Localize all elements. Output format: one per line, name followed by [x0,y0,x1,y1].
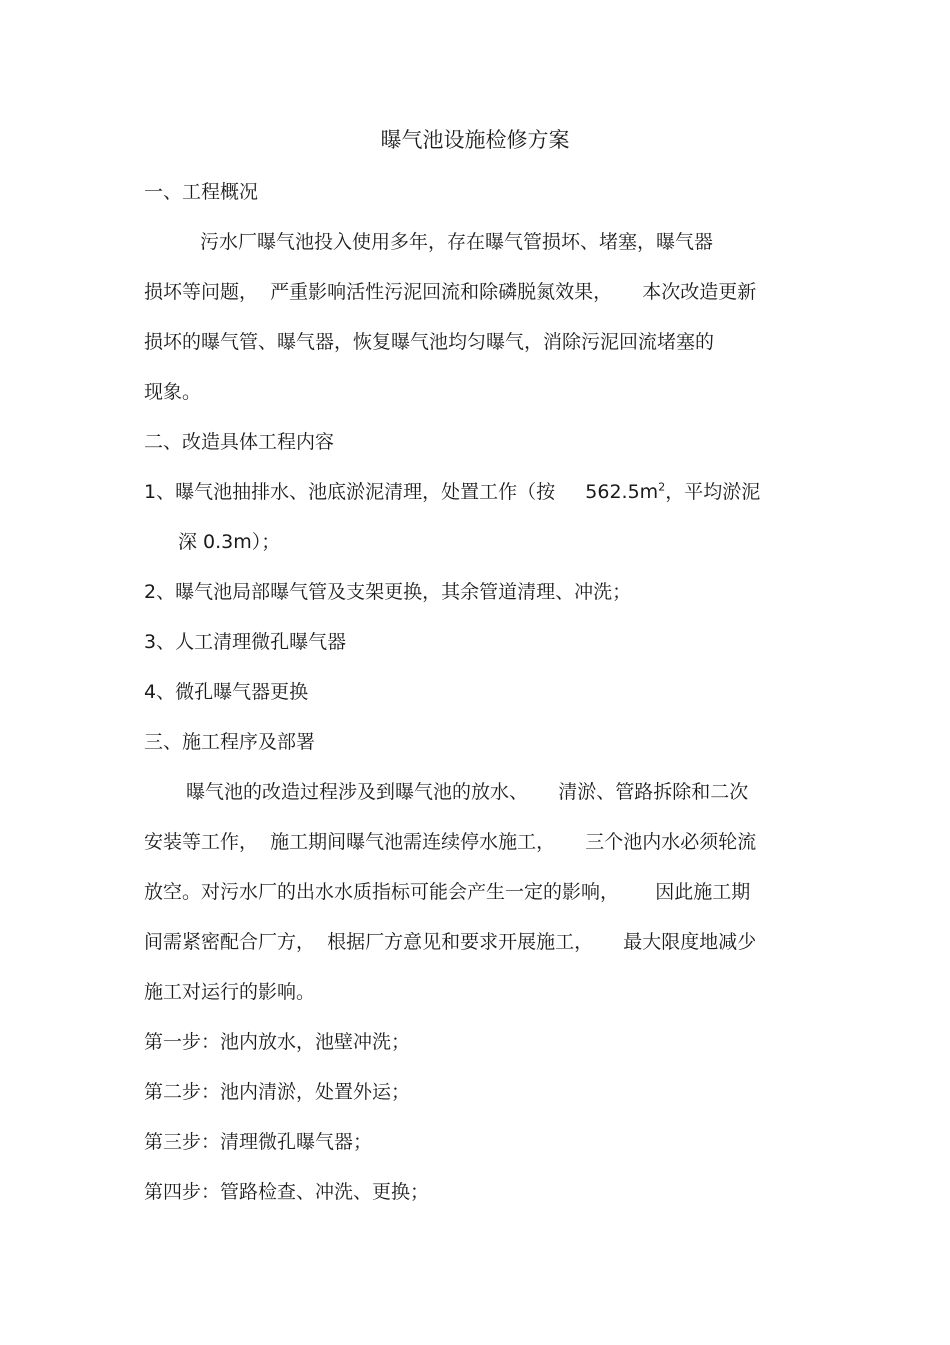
step-3: 第三步：清理微孔曝气器； [144,1131,373,1153]
section-2-item-2: 2、曝气池局部曝气管及支架更换，其余管道清理、冲洗； [144,581,632,603]
item-1-text-a: 1、曝气池抽排水、池底淤泥清理，处置工作（按 562.5m [144,481,659,503]
section-1-paragraph-line-3: 损坏的曝气管、曝气器，恢复曝气池均匀曝气，消除污泥回流堵塞的 [144,331,715,353]
section-2-item-1-line-1 [144,480,760,504]
section-1-heading: 一、工程概况 [144,181,259,203]
section-1-paragraph-line-1: 污水厂曝气池投入使用多年，存在曝气管损坏、堵塞，曝气器 [200,231,714,253]
section-1-paragraph-line-4: 现象。 [144,381,202,403]
section-2-item-1-line-2: 深 0.3m）； [178,531,281,553]
section-3-heading: 三、施工程序及部署 [144,731,316,753]
section-3-paragraph-line-3: 放空。对污水厂的出水水质指标可能会产生一定的影响， 因此施工期 [144,881,751,903]
section-3-paragraph-line-2: 安装等工作， 施工期间曝气池需连续停水施工， 三个池内水必须轮流 [144,831,757,853]
step-1: 第一步：池内放水，池壁冲洗； [144,1031,411,1053]
item-1-text-b: ，平均淤泥 [665,481,761,503]
section-2-heading: 二、改造具体工程内容 [144,431,335,453]
section-3-paragraph-line-1: 曝气池的改造过程涉及到曝气池的放水、 清淤、管路拆除和二次 [186,781,749,803]
step-2: 第二步：池内清淤，处置外运； [144,1081,411,1103]
document-title: 曝气池设施检修方案 [380,128,570,152]
section-1-paragraph-line-2: 损坏等问题， 严重影响活性污泥回流和除磷脱氮效果， 本次改造更新 [144,281,757,303]
section-2-item-3: 3、人工清理微孔曝气器 [144,631,347,653]
area-unit-superscript: 2 [658,480,666,494]
section-3-paragraph-line-5: 施工对运行的影响。 [144,981,316,1003]
section-3-paragraph-line-4: 间需紧密配合厂方， 根据厂方意见和要求开展施工， 最大限度地减少 [144,931,757,953]
section-2-item-4: 4、微孔曝气器更换 [144,681,309,703]
step-4: 第四步：管路检查、冲洗、更换； [144,1181,430,1203]
